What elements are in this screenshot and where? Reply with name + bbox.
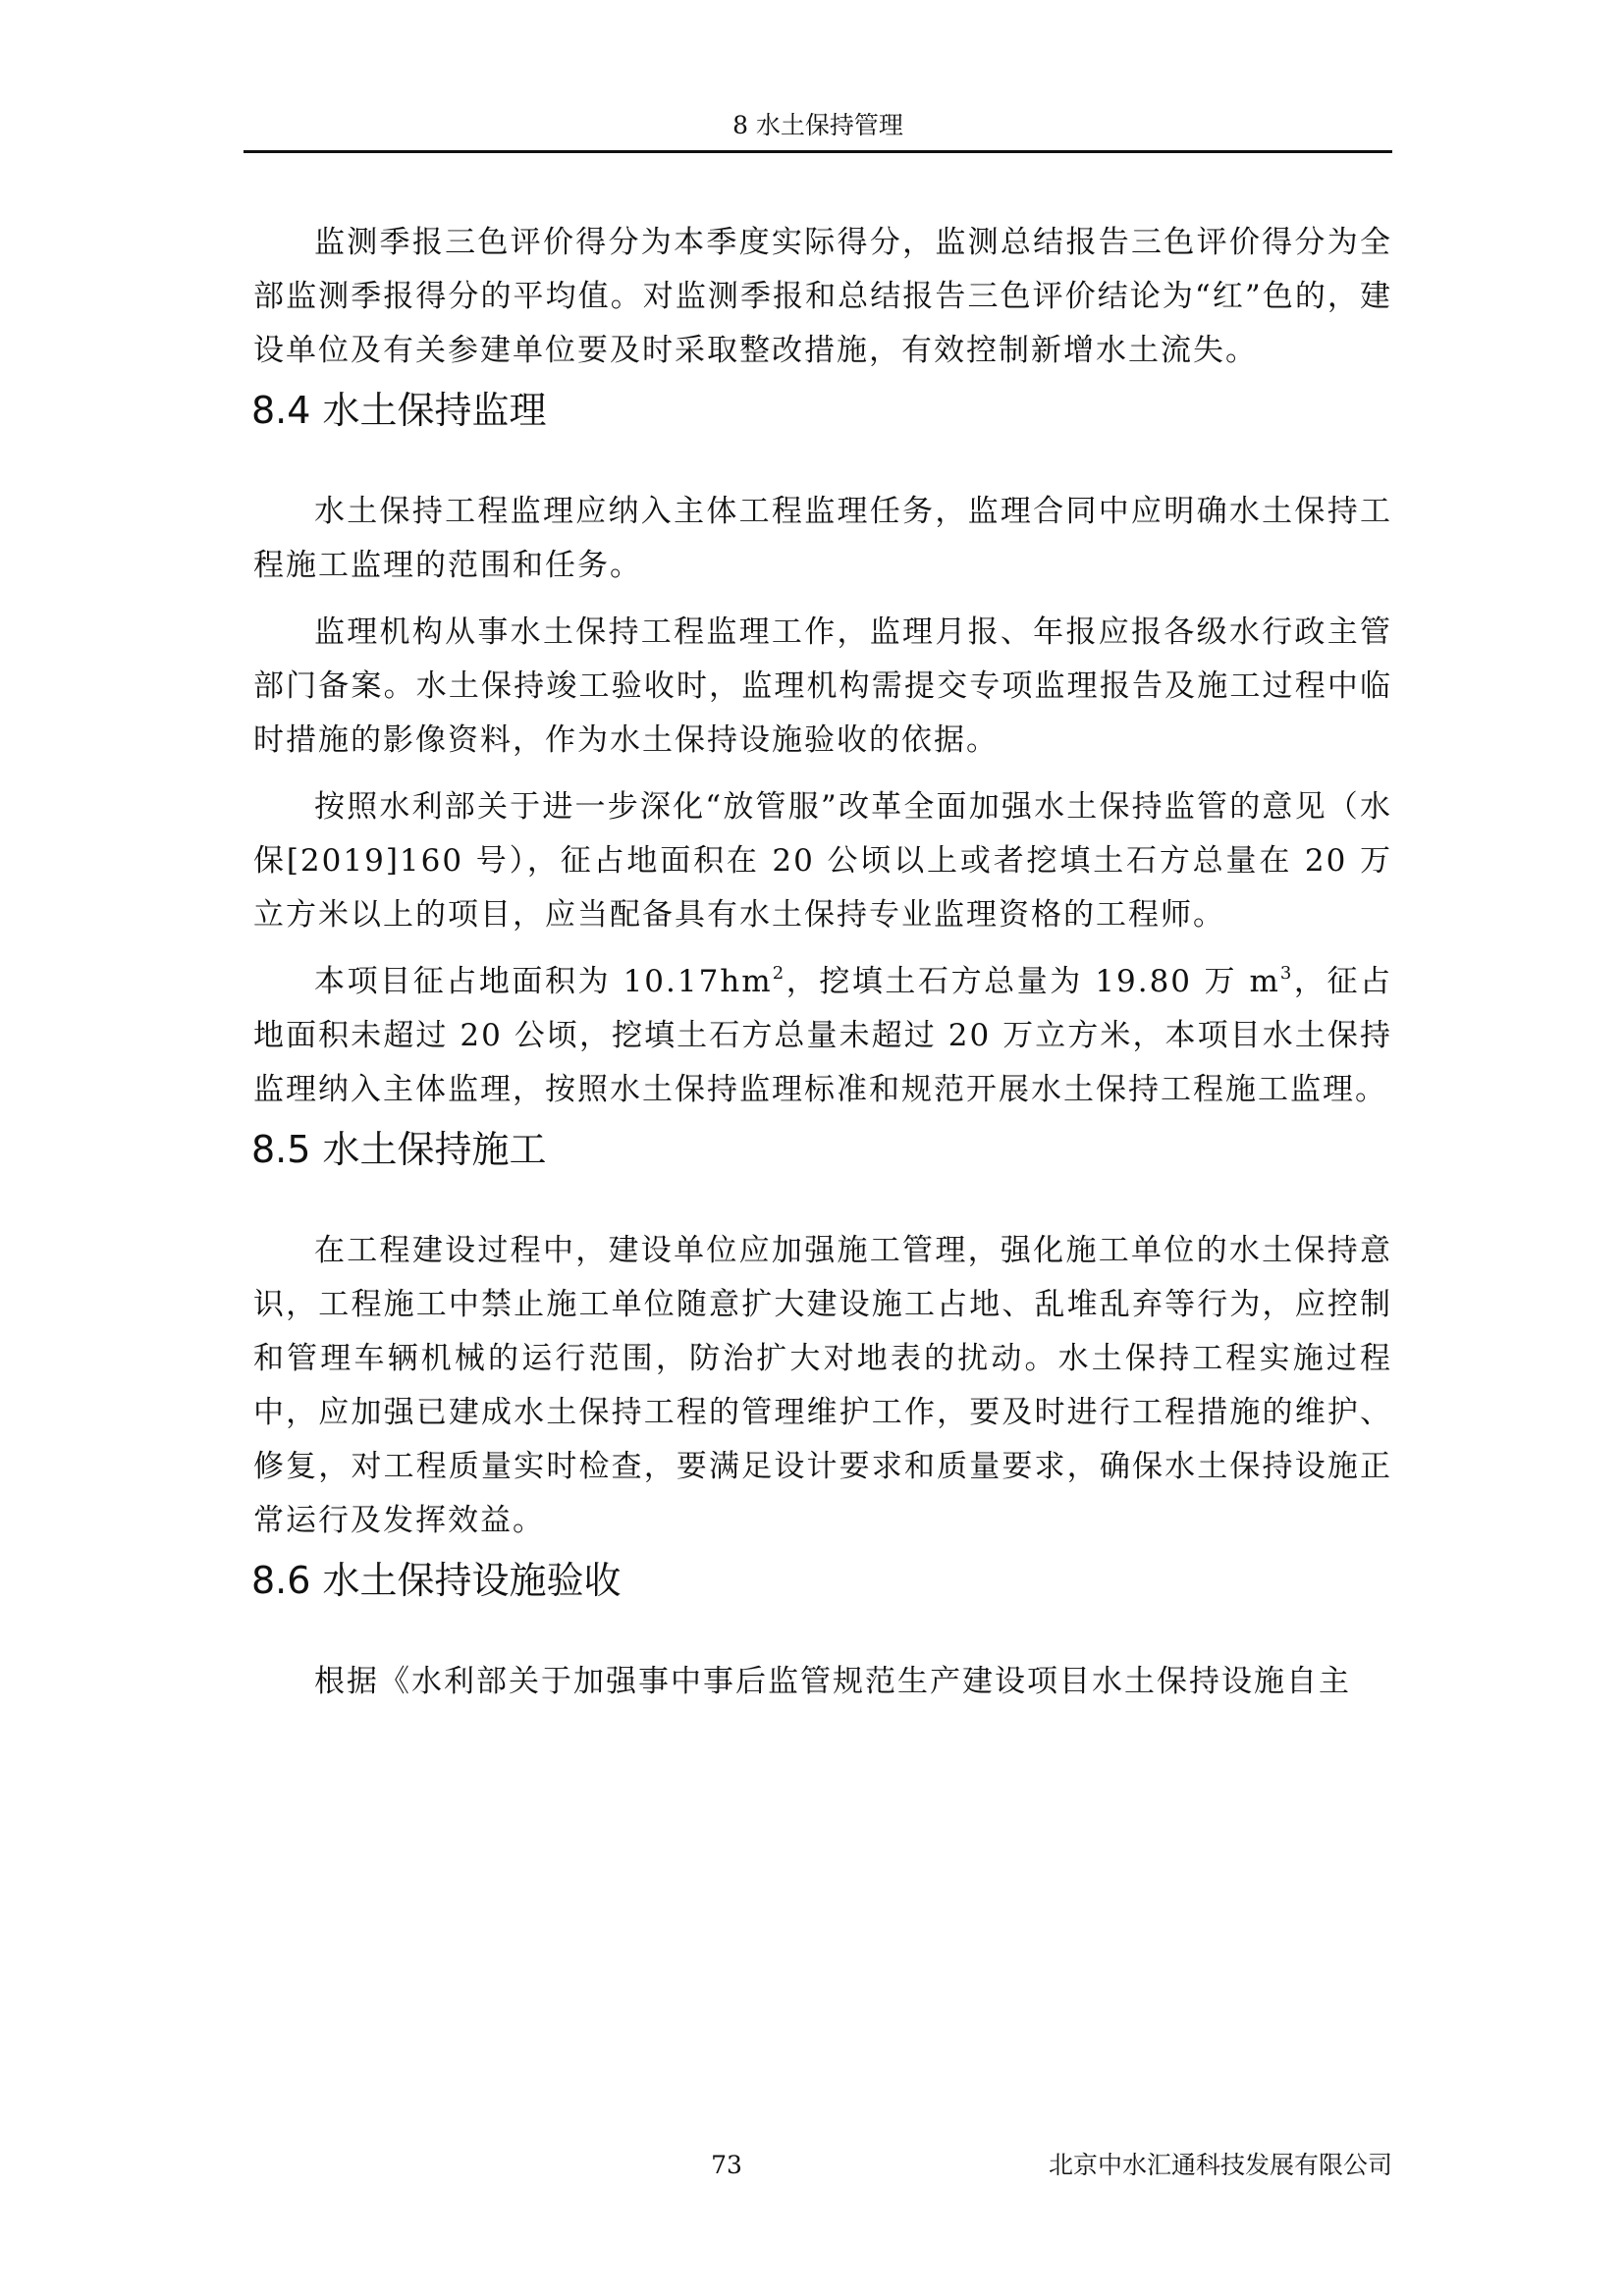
page-number: 73 — [711, 2151, 742, 2179]
section-8-6-title: 8.6 水土保持设施验收 — [251, 1559, 622, 1602]
footer-company-name: 北京中水汇通科技发展有限公司 — [1048, 2151, 1392, 2179]
section-8-4-paragraph-3: 按照水利部关于进一步深化“放管服”改革全面加强水土保持监管的意见（水保[2019]160 号），征占地面积在 20 公顷以上或者挖填土石方总量在 20 万立方米以上的项目，应当配备具有水土保持专业监理资格的工程师。 — [253, 789, 1392, 933]
header-divider — [244, 150, 1392, 153]
document-body — [253, 216, 1392, 1722]
project-text-part-2: ，挖填土石方总量为 19.80 万 m — [785, 964, 1280, 999]
section-8-4-paragraph-2: 监理机构从事水土保持工程监理工作，监理月报、年报应报各级水行政主管部门备案。水土保持竣工验收时，监理机构需提交专项监理报告及施工过程中临时措施的影像资料，作为水土保持设施验收的依据。 — [253, 614, 1392, 758]
section-8-4-title: 8.4 水土保持监理 — [251, 389, 547, 432]
section-8-4-paragraph-4 — [253, 955, 1392, 1117]
superscript-volume-unit: 3 — [1279, 962, 1294, 984]
section-8-6-paragraph: 根据《水利部关于加强事中事后监管规范生产建设项目水土保持设施自主 — [314, 1664, 1351, 1699]
project-text-part-1: 本项目征占地面积为 10.17hm — [314, 964, 773, 999]
section-8-5-title: 8.5 水土保持施工 — [251, 1128, 547, 1171]
section-8-5-paragraph: 在工程建设过程中，建设单位应加强施工管理，强化施工单位的水土保持意识，工程施工中禁止施工单位随意扩大建设施工占地、乱堆乱弃等行为，应控制和管理车辆机械的运行范围，防治扩大对地表的扰动。水土保持工程实施过程中，应加强已建成水土保持工程的管理维护工作，要及时进行工程措施的维护、修复，对工程质量实时检查，要满足设计要求和质量要求，确保水土保持设施正常运行及发挥效益。 — [253, 1233, 1392, 1538]
intro-paragraph: 监测季报三色评价得分为本季度实际得分，监测总结报告三色评价得分为全部监测季报得分的平均值。对监测季报和总结报告三色评价结论为“红”色的，建设单位及有关参建单位要及时采取整改措施，有效控制新增水土流失。 — [253, 225, 1392, 368]
section-8-4-paragraph-1: 水土保持工程监理应纳入主体工程监理任务，监理合同中应明确水土保持工程施工监理的范围和任务。 — [253, 494, 1392, 583]
project-text-part-3: ，征占地面积未超过 20 公顷，挖填土石方总量未超过 20 万立方米，本项目水土保持监理纳入主体监理，按照水土保持监理标准和规范开展水土保持工程施工监理。 — [253, 964, 1393, 1107]
superscript-area-unit: 2 — [772, 962, 786, 984]
page-header-title: 8 水土保持管理 — [732, 111, 903, 139]
